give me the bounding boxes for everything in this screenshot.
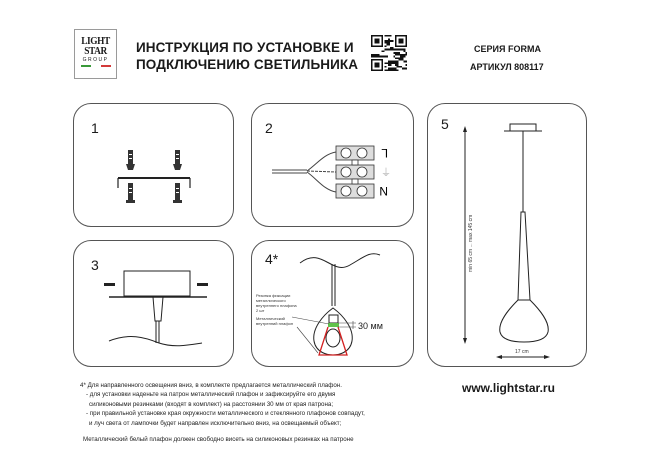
article-label: АРТИКУЛ 808117 xyxy=(470,62,544,72)
svg-text:Металлическийвнутренний плафон: Металлический внутренний плафон xyxy=(256,316,294,326)
logo-line3: GROUP xyxy=(82,57,109,63)
terminal-label-n: N xyxy=(379,184,388,198)
step-panel-1 xyxy=(73,103,234,227)
ground-icon: ⏚ xyxy=(381,168,391,179)
logo-line2: STAR xyxy=(84,45,107,57)
step-number: 3 xyxy=(91,257,99,273)
terminal-block xyxy=(336,146,374,198)
note-line: Металлический белый плафон должен свободно висеть на силиконовых резинках на патроне xyxy=(83,436,354,444)
logo-flag-stripe xyxy=(81,65,111,67)
step-panel-4 xyxy=(251,240,414,367)
wiring-illustration xyxy=(252,104,415,228)
title-line-2: ПОДКЛЮЧЕНИЮ СВЕТИЛЬНИКА xyxy=(136,57,359,72)
width-dimension-label: 17 cm xyxy=(515,349,529,355)
note-line: и луч света от лампочки будет направлен исключительно вниз, на освещаемый объект; xyxy=(89,419,342,427)
qr-code[interactable] xyxy=(371,34,407,72)
note-line: силиконовыми резинками (входят в комплект) на расстоянии 30 мм от края патрона; xyxy=(89,400,334,408)
note-line: - для установки наденьте на патрон металлический плафон и зафиксируйте его двумя xyxy=(86,391,336,399)
screw-icon xyxy=(104,283,208,286)
product-info xyxy=(470,40,544,76)
installation-notes xyxy=(80,381,365,444)
dimension-label: 30 мм xyxy=(358,321,383,331)
metal-shade-illustration xyxy=(252,241,415,368)
silicone-ring xyxy=(328,323,339,327)
step-number: 4* xyxy=(265,251,279,267)
step-panel-3 xyxy=(73,240,234,367)
screw-icon xyxy=(126,150,182,203)
bracket-mounting-illustration xyxy=(74,104,235,228)
website-link[interactable]: www.lightstar.ru xyxy=(462,381,555,395)
lightstar-logo xyxy=(74,29,117,79)
step-number: 2 xyxy=(265,120,273,136)
svg-text:Резинка фиксацииметаллического: Резинка фиксации металлического внутреннего плафона 2 шт xyxy=(256,293,297,313)
step-number: 1 xyxy=(91,120,99,136)
step-panel-5 xyxy=(427,103,587,367)
canopy-mounting-illustration xyxy=(74,241,235,368)
step-number: 5 xyxy=(441,116,449,132)
logo-line1: LIGHT xyxy=(81,35,110,47)
note-line: 4* Для направленного освещения вниз, в комплекте предлагается металлический плафон. xyxy=(80,382,342,389)
dimensions-illustration xyxy=(428,104,588,368)
page-title xyxy=(136,39,358,73)
note-line: - при правильной установке края окружности металлического и стеклянного плафонов совпадут, xyxy=(86,410,365,418)
series-label: СЕРИЯ FORMA xyxy=(474,44,541,54)
step-panel-2 xyxy=(251,103,414,227)
metal-shade-outline xyxy=(319,327,347,355)
title-line-1: ИНСТРУКЦИЯ ПО УСТАНОВКЕ И xyxy=(136,40,354,55)
height-dimension-label: min 65 cm ... max 145 cm xyxy=(468,214,474,272)
terminal-label-l: L xyxy=(381,146,388,160)
